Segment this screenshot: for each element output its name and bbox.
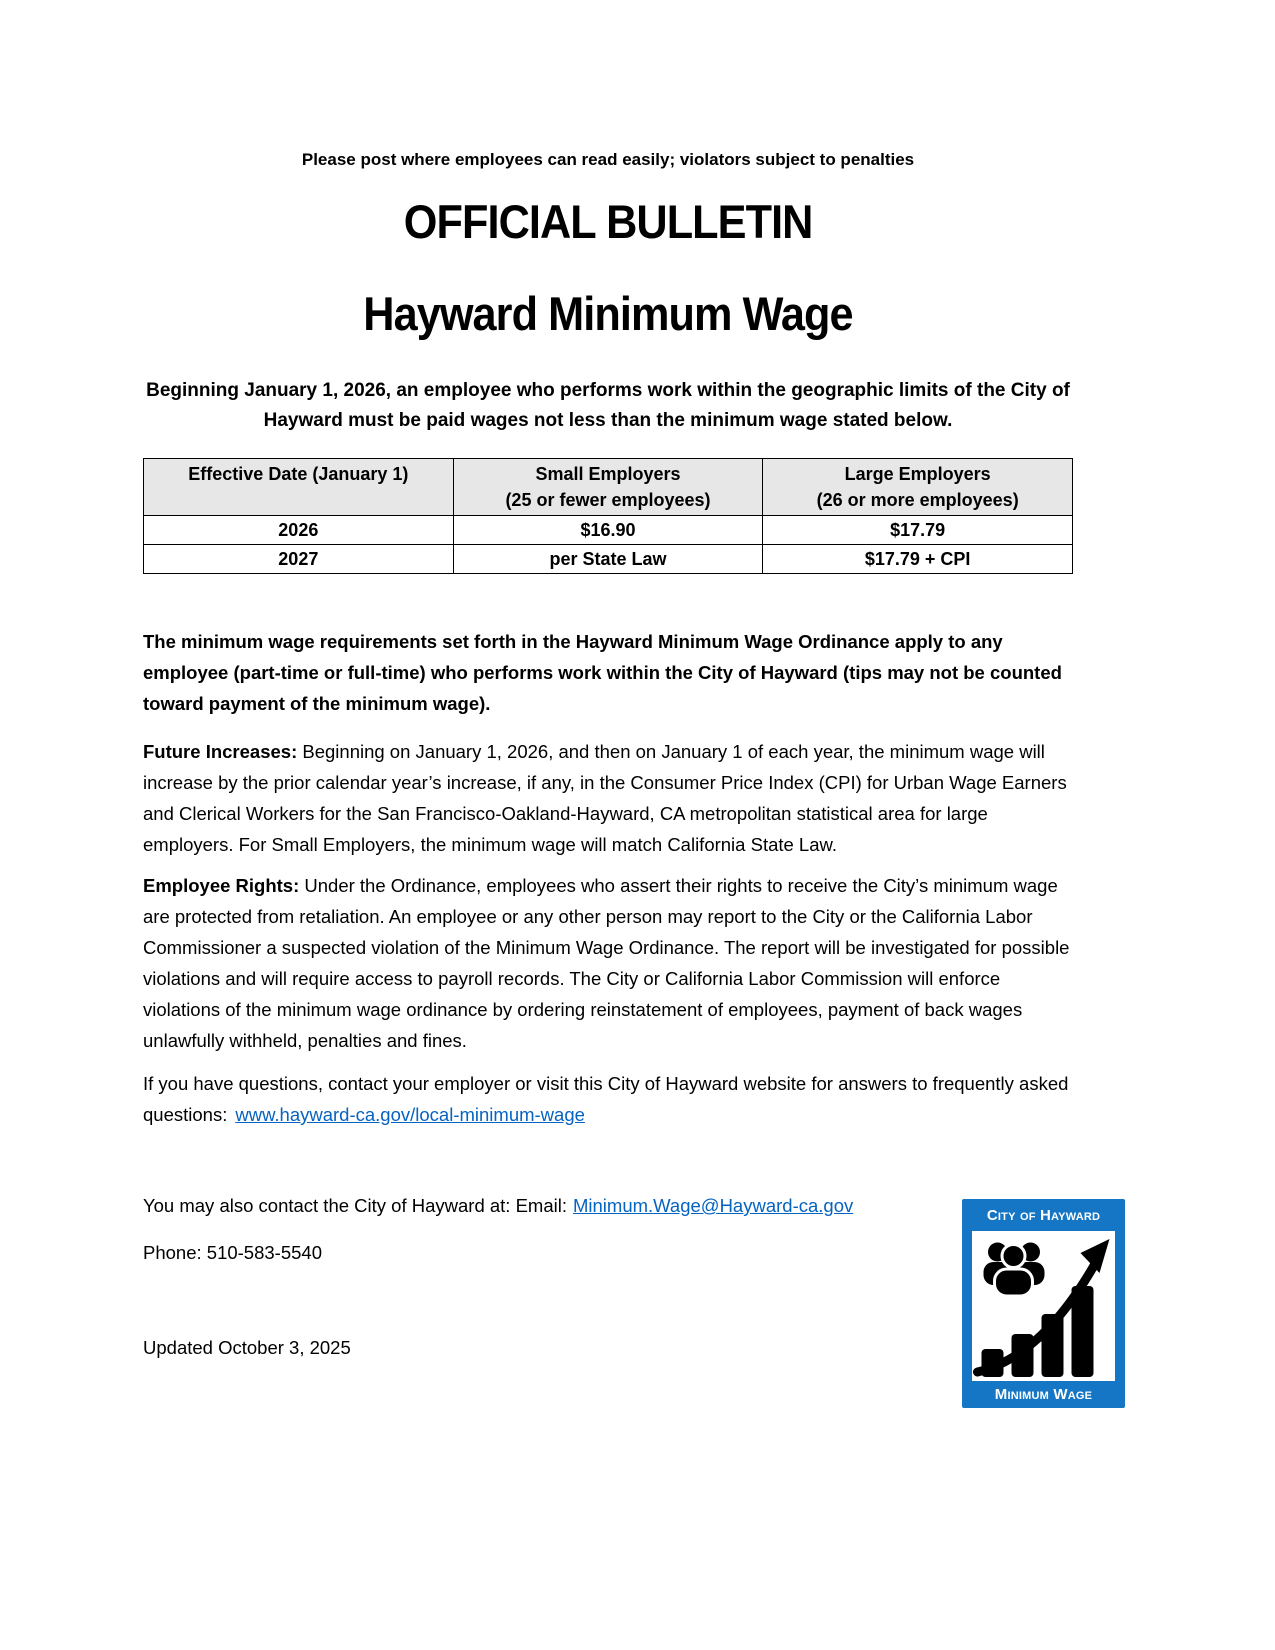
contact-email-label: You may also contact the City of Hayward at: Email: (143, 1195, 567, 1216)
people-group-icon (984, 1243, 1045, 1297)
column-header-large-employers: Large Employers (26 or more employees) (763, 459, 1073, 516)
cell-year-2026: 2026 (144, 516, 454, 545)
cell-large-2027: $17.79 + CPI (763, 545, 1073, 574)
future-increases-text: Beginning on January 1, 2026, and then on January 1 of each year, the minimum wage will increase by the prior calendar year’s increase, if any, in the Consumer Price Index (CPI) for Urban Wage Earners and Clerical Workers for the San Francisco-Oakland-Hayward, CA metropolitan statistical area for large employers. For Small Employers, the minimum wage will match California State Law. (143, 741, 1067, 855)
column-header-small-employers: Small Employers (25 or fewer employees) (453, 459, 763, 516)
applicability-paragraph: The minimum wage requirements set forth in the Hayward Minimum Wage Ordinance apply to any employee (part-time or full-time) who performs work within the City of Hayward (tips may not be counted toward payment of the minimum wage). (143, 631, 1062, 714)
employee-rights-text: Under the Ordinance, employees who assert their rights to receive the City’s minimum wage are protected from retaliation. An employee or any other person may report to the City or the California Labor Commissioner a suspected violation of the Minimum Wage Ordinance. The report will be investigated for possible violations and will require access to payroll records. The City or California Labor Commission will enforce violations of the minimum wage ordinance by ordering reinstatement of employees, payment of back wages unlawfully withheld, penalties and fines. (143, 875, 1070, 1051)
city-of-hayward-minimum-wage-logo (962, 1199, 1125, 1408)
questions-text: If you have questions, contact your employer or visit this City of Hayward website for answers to frequently asked questions: (143, 1073, 1069, 1125)
logo-pictogram (972, 1231, 1115, 1381)
minimum-wage-website-link[interactable]: www.hayward-ca.gov/local-minimum-wage (235, 1104, 585, 1125)
table-header-row (144, 459, 1073, 516)
logo-header-text: City of Hayward (986, 1206, 1101, 1224)
cell-large-2026: $17.79 (763, 516, 1073, 545)
employee-rights-paragraph (143, 870, 1073, 1056)
page-subtitle (143, 286, 1073, 341)
page-title-text: OFFICIAL BULLETIN (403, 195, 813, 248)
future-increases-label: Future Increases: (143, 741, 298, 762)
page-subtitle-text: Hayward Minimum Wage (363, 287, 853, 340)
table-row (144, 516, 1073, 545)
cell-small-2027: per State Law (453, 545, 763, 574)
contact-phone-line: Phone: 510-583-5540 (143, 1242, 322, 1263)
employee-rights-label: Employee Rights: (143, 875, 300, 896)
column-header-effective-date: Effective Date (January 1) (144, 459, 454, 516)
cell-small-2026: $16.90 (453, 516, 763, 545)
intro-paragraph: Beginning January 1, 2026, an employee who performs work within the geographic limits of the City of Hayward must be paid wages not less than the minimum wage stated below. (146, 380, 1070, 431)
table-row (144, 545, 1073, 574)
cell-year-2027: 2027 (144, 545, 454, 574)
page-title (143, 194, 1073, 249)
updated-date-line: Updated October 3, 2025 (143, 1337, 351, 1358)
posting-notice: Please post where employees can read easily; violators subject to penalties (301, 150, 915, 169)
logo-footer-text: Minimum Wage (994, 1386, 1093, 1404)
wage-growth-icon (972, 1231, 1115, 1381)
questions-paragraph (143, 1068, 1073, 1130)
minimum-wage-email-link[interactable]: Minimum.Wage@Hayward-ca.gov (572, 1195, 854, 1216)
contact-email-line (143, 1190, 1073, 1221)
minimum-wage-table (143, 458, 1073, 574)
future-increases-paragraph (143, 736, 1073, 860)
